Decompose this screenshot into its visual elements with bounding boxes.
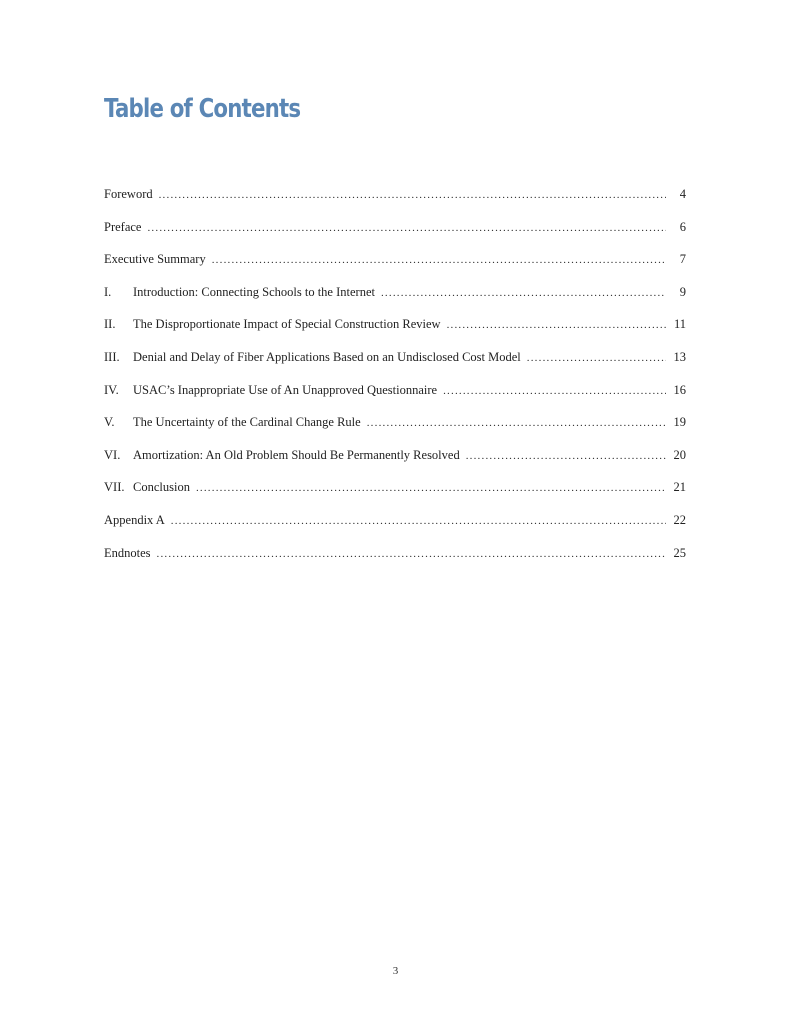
toc-entry-label: USAC’s Inappropriate Use of An Unapproved Questionnaire	[133, 382, 438, 397]
toc-entry-label: Appendix A	[104, 512, 165, 527]
page-title: Table of Contents	[104, 94, 301, 124]
toc-entry-label: Denial and Delay of Fiber Applications Based on an Undisclosed Cost Model	[133, 349, 521, 364]
toc-entry-page: 4	[679, 187, 686, 201]
page-number: 3	[392, 965, 399, 977]
toc-entry-section-7[interactable]	[104, 477, 686, 510]
toc-entry-foreword[interactable]	[104, 184, 686, 217]
toc-entry-label: Executive Summary	[104, 252, 206, 267]
toc-leader-dots	[147, 218, 666, 238]
toc-leader-dots	[466, 446, 666, 466]
toc-leader-dots	[443, 381, 666, 401]
toc-entry-page: 22	[673, 512, 686, 527]
toc-leader-dots	[367, 413, 666, 433]
toc-entry-page: 9	[679, 284, 686, 299]
toc-entry-section-5[interactable]	[104, 412, 686, 445]
toc-entry-label: Foreword	[104, 187, 153, 201]
toc-entry-page: 25	[673, 545, 686, 560]
toc-entry-appendix-a[interactable]	[104, 510, 686, 543]
toc-entry-number: VI.	[104, 447, 121, 462]
toc-leader-dots	[527, 348, 666, 368]
toc-entry-page: 19	[673, 415, 686, 430]
toc-entry-label: Endnotes	[104, 545, 151, 560]
toc-entry-label: The Uncertainty of the Cardinal Change Rule	[133, 415, 361, 430]
toc-leader-dots	[159, 185, 666, 205]
toc-entry-number: V.	[104, 415, 115, 430]
toc-entry-page: 16	[673, 382, 686, 397]
toc-entry-section-3[interactable]	[104, 347, 686, 380]
toc-entry-section-6[interactable]	[104, 445, 686, 478]
toc-entry-number: IV.	[104, 382, 119, 397]
toc-leader-dots	[171, 511, 666, 531]
toc-entry-executive-summary[interactable]	[104, 249, 686, 282]
toc-entry-label: Preface	[104, 219, 142, 234]
toc-entry-label: Amortization: An Old Problem Should Be Permanently Resolved	[133, 447, 460, 462]
toc-entry-number: I.	[104, 284, 112, 299]
toc-entry-number: III.	[104, 349, 120, 364]
toc-entry-page: 7	[679, 252, 686, 267]
toc-entry-preface[interactable]	[104, 217, 686, 250]
toc-entry-label: Conclusion	[133, 480, 190, 495]
toc-entry-number: VII.	[104, 480, 125, 495]
toc-entry-section-1[interactable]	[104, 282, 686, 315]
toc-leader-dots	[196, 478, 666, 498]
toc-entry-page: 21	[673, 480, 686, 495]
toc-entry-page: 11	[673, 317, 686, 332]
toc-entry-endnotes[interactable]	[104, 543, 686, 576]
toc-entry-page: 13	[673, 349, 686, 364]
toc-leader-dots	[157, 544, 666, 564]
toc-leader-dots	[381, 283, 666, 303]
table-of-contents	[104, 184, 686, 575]
toc-entry-section-2[interactable]	[104, 314, 686, 347]
toc-entry-section-4[interactable]	[104, 380, 686, 413]
toc-entry-page: 20	[673, 447, 686, 462]
toc-leader-dots	[447, 315, 666, 335]
toc-leader-dots	[212, 250, 666, 270]
toc-entry-page: 6	[679, 219, 686, 234]
toc-entry-number: II.	[104, 317, 116, 332]
toc-entry-label: Introduction: Connecting Schools to the Internet	[133, 284, 375, 299]
toc-entry-label: The Disproportionate Impact of Special Construction Review	[133, 317, 441, 332]
